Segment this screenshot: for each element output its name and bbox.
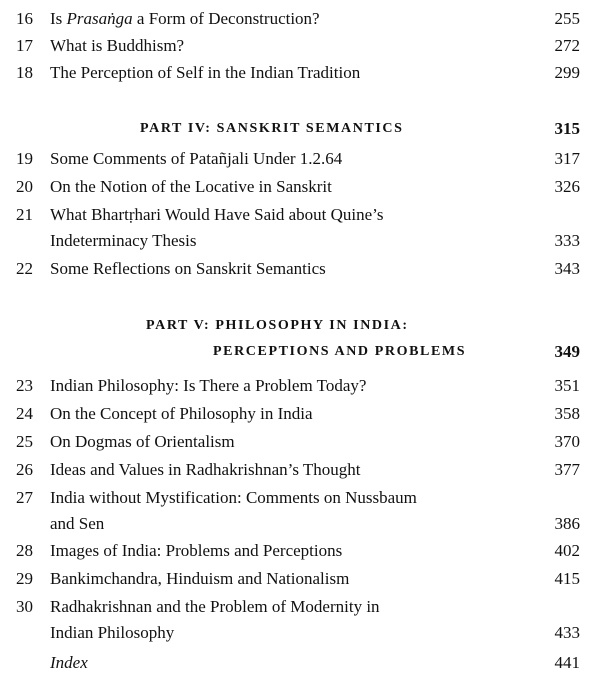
toc-entry-29	[0, 566, 600, 592]
chapter-number: 24	[16, 404, 33, 423]
part-heading-text: PART V: PHILOSOPHY IN INDIA:	[146, 318, 409, 333]
chapter-number: 22	[16, 259, 33, 278]
index-page: 441	[554, 653, 580, 672]
chapter-title-line1: What Bhartṛhari Would Have Said about Quine’s	[50, 205, 384, 224]
part-page: 315	[554, 119, 580, 138]
chapter-title: Some Reflections on Sanskrit Semantics	[50, 259, 326, 278]
chapter-title: On Dogmas of Orientalism	[50, 432, 235, 451]
toc-entry-21	[0, 202, 600, 228]
part-heading-text: PART IV: SANSKRIT SEMANTICS	[140, 121, 404, 136]
chapter-page: 343	[554, 259, 580, 278]
chapter-page: 402	[554, 541, 580, 560]
chapter-title: Is Prasaṅga a Form of Deconstruction?	[50, 9, 320, 28]
toc-entry-19	[0, 146, 600, 172]
chapter-page: 326	[554, 177, 580, 196]
toc-entry-26	[0, 457, 600, 483]
chapter-number: 21	[16, 205, 33, 224]
toc-entry-25	[0, 429, 600, 455]
toc-entry-30-cont	[0, 620, 600, 646]
chapter-title: Images of India: Problems and Perceptions	[50, 541, 343, 560]
chapter-title: Some Comments of Patañjali Under 1.2.64	[50, 149, 343, 168]
chapter-title-line2: Indian Philosophy	[50, 623, 175, 642]
chapter-number: 28	[16, 541, 33, 560]
toc-entry-27	[0, 485, 600, 511]
chapter-title: What is Buddhism?	[50, 36, 185, 55]
toc-entry-23	[0, 373, 600, 399]
chapter-page: 377	[554, 460, 580, 479]
part-iv-heading	[0, 116, 600, 142]
chapter-number: 30	[16, 597, 33, 616]
chapter-number: 25	[16, 432, 33, 451]
toc-entry-22	[0, 256, 600, 282]
chapter-title: The Perception of Self in the Indian Tradition	[50, 63, 361, 82]
chapter-page: 317	[554, 149, 580, 168]
chapter-title-line1: Radhakrishnan and the Problem of Modernity in	[50, 597, 380, 616]
toc-entry-28	[0, 538, 600, 564]
toc-entry-20	[0, 174, 600, 200]
chapter-number: 26	[16, 460, 33, 479]
part-heading-text: PERCEPTIONS AND PROBLEMS	[213, 344, 467, 359]
chapter-title: Ideas and Values in Radhakrishnan’s Thought	[50, 460, 361, 479]
toc-entry-24	[0, 401, 600, 427]
chapter-number: 27	[16, 488, 33, 507]
chapter-page: 415	[554, 569, 580, 588]
toc-entry-index	[0, 650, 600, 676]
chapter-title-line1: India without Mystification: Comments on Nussbaum	[50, 488, 417, 507]
chapter-page: 370	[554, 432, 580, 451]
chapter-number: 18	[16, 63, 33, 82]
chapter-page: 386	[554, 514, 580, 533]
chapter-title: Indian Philosophy: Is There a Problem Today?	[50, 376, 367, 395]
chapter-title-line2: and Sen	[50, 514, 105, 533]
toc-entry-18	[0, 60, 600, 86]
toc-entry-16	[0, 6, 600, 32]
part-page: 349	[554, 342, 580, 361]
toc-entry-21-cont	[0, 228, 600, 254]
chapter-number: 17	[16, 36, 33, 55]
chapter-title: Bankimchandra, Hinduism and Nationalism	[50, 569, 350, 588]
index-title: Index	[50, 653, 88, 672]
chapter-number: 29	[16, 569, 33, 588]
chapter-number: 20	[16, 177, 33, 196]
chapter-number: 19	[16, 149, 33, 168]
chapter-title: On the Notion of the Locative in Sanskrit	[50, 177, 332, 196]
chapter-page: 433	[554, 623, 580, 642]
chapter-page: 351	[554, 376, 580, 395]
chapter-page: 272	[554, 36, 580, 55]
chapter-page: 358	[554, 404, 580, 423]
toc-entry-17	[0, 33, 600, 59]
chapter-title: On the Concept of Philosophy in India	[50, 404, 313, 423]
chapter-page: 299	[554, 63, 580, 82]
chapter-page: 255	[554, 9, 580, 28]
toc-entry-27-cont	[0, 511, 600, 537]
chapter-number: 23	[16, 376, 33, 395]
toc-entry-30	[0, 594, 600, 620]
chapter-page: 333	[554, 231, 580, 250]
chapter-number: 16	[16, 9, 33, 28]
part-v-heading-line2	[0, 339, 600, 365]
chapter-title-line2: Indeterminacy Thesis	[50, 231, 197, 250]
part-v-heading-line1	[0, 313, 600, 339]
